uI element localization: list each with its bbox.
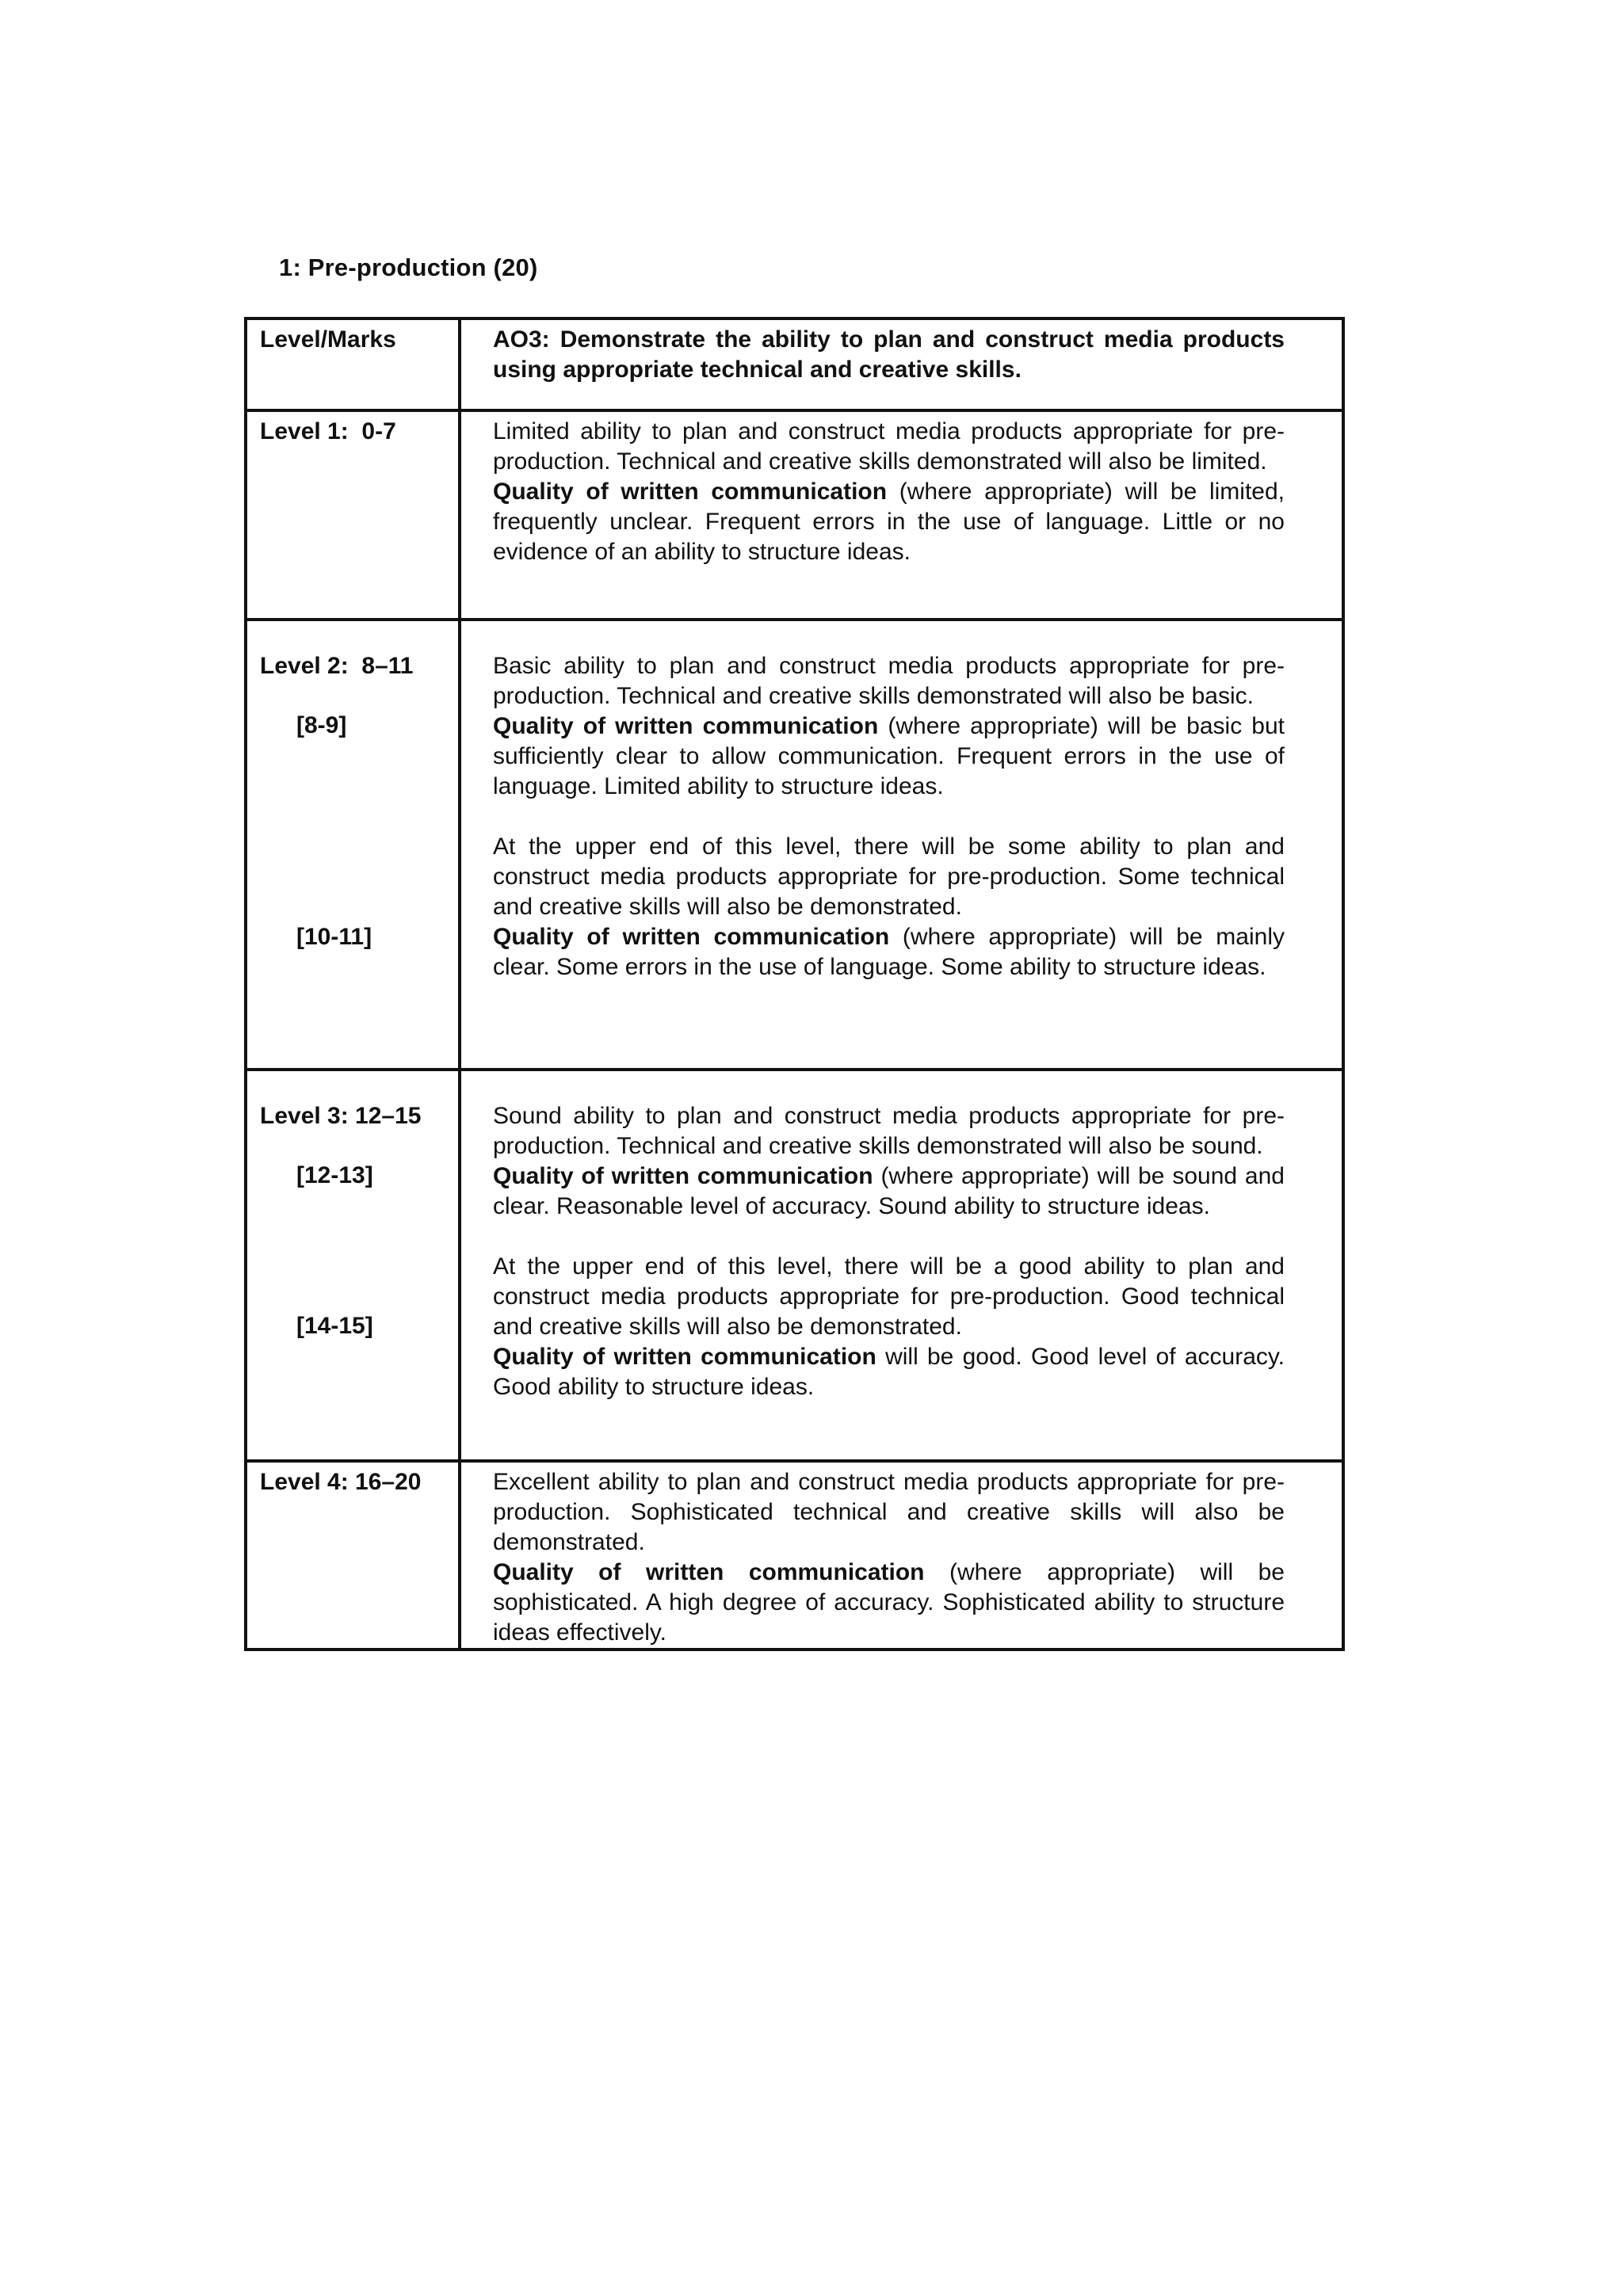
descriptor-text: At the upper end of this level, there will be some ability to plan and construct media products appropriate for pre-production. Some technical and creative skills will also be demonstrated.: [493, 833, 1285, 920]
descriptor-text: At the upper end of this level, there will be a good ability to plan and construct media products appropriate for pre-production. Good technical and creative skills will also be demonstrated.: [493, 1253, 1285, 1340]
qwc-paragraph: [493, 1558, 1285, 1648]
header-level-cell: [246, 318, 460, 410]
qwc-text: will be good. Good level of accuracy. Good ability to structure ideas.: [493, 1344, 1285, 1400]
descriptor-text: Sound ability to plan and construct media products appropriate for pre-production. Technical and creative skills demonstrated will also be sound.: [493, 1103, 1285, 1159]
level-label: Level 1: 0-7: [260, 418, 396, 444]
qwc-label: Quality of written communication: [493, 713, 879, 739]
descriptor-cell: [460, 1461, 1343, 1650]
qwc-text: (where appropriate) will be limited, frequently unclear. Frequent errors in the use of language. Little or no evidence of an ability to structure ideas.: [493, 479, 1285, 565]
qwc-text: (where appropriate) will be basic but sufficiently clear to allow communication. Frequent errors in the use of language. Limited ability to structure ideas.: [493, 713, 1285, 799]
descriptor-cell: [460, 1070, 1343, 1461]
level-cell: [246, 1461, 460, 1650]
qwc-label: Quality of written communication: [493, 479, 888, 505]
header-descriptor: AO3: Demonstrate the ability to plan and construct media products using appropriate technical and creative skills.: [493, 326, 1285, 383]
mark-band: [12-13]: [296, 1162, 373, 1188]
level-cell: [246, 620, 460, 1070]
qwc-text: (where appropriate) will be sophisticated. A high degree of accuracy. Sophisticated ability to structure ideas effectively.: [493, 1559, 1285, 1646]
descriptor-cell: [460, 410, 1343, 620]
qwc-label: Quality of written communication: [493, 1163, 873, 1189]
mark-band: [8-9]: [296, 712, 347, 738]
qwc-text: (where appropriate) will be mainly clear. Some errors in the use of language. Some ability to structure ideas.: [493, 924, 1285, 980]
header-level-label: Level/Marks: [260, 326, 396, 353]
qwc-paragraph: [493, 1342, 1285, 1402]
qwc-paragraph: [493, 711, 1285, 802]
qwc-paragraph: [493, 477, 1285, 567]
table-row-level-1: [246, 410, 1343, 620]
level-label: Level 2: 8–11: [260, 653, 414, 679]
mark-band: [14-15]: [296, 1313, 373, 1339]
table-row-level-3: [246, 1070, 1343, 1461]
table-row-level-2: [246, 620, 1343, 1070]
qwc-paragraph: [493, 1161, 1285, 1222]
qwc-paragraph: [493, 922, 1285, 982]
level-label: Level 4: 16–20: [260, 1469, 422, 1495]
descriptor-text: Limited ability to plan and construct media products appropriate for pre-production. Technical and creative skills demonstrated will also be limited.: [493, 418, 1285, 475]
qwc-label: Quality of written communication: [493, 1344, 876, 1370]
header-descriptor-cell: [460, 318, 1343, 410]
section-title: 1: Pre-production (20): [279, 254, 538, 281]
mark-band: [10-11]: [296, 924, 372, 950]
level-label: Level 3: 12–15: [260, 1103, 422, 1129]
descriptor-text: Basic ability to plan and construct media products appropriate for pre-production. Technical and creative skills demonstrated will also be basic.: [493, 653, 1285, 709]
descriptor-cell: [460, 620, 1343, 1070]
table-row-level-4: [246, 1461, 1343, 1650]
table-header-row: [246, 318, 1343, 410]
qwc-label: Quality of written communication: [493, 1559, 925, 1585]
qwc-label: Quality of written communication: [493, 924, 890, 950]
level-cell: [246, 1070, 460, 1461]
mark-scheme-table: [244, 317, 1345, 1651]
descriptor-text: Excellent ability to plan and construct media products appropriate for pre-production. Sophisticated technical and creative skills will also be demonstrated.: [493, 1469, 1285, 1555]
qwc-text: (where appropriate) will be sound and clear. Reasonable level of accuracy. Sound ability to structure ideas.: [493, 1163, 1285, 1219]
level-cell: [246, 410, 460, 620]
